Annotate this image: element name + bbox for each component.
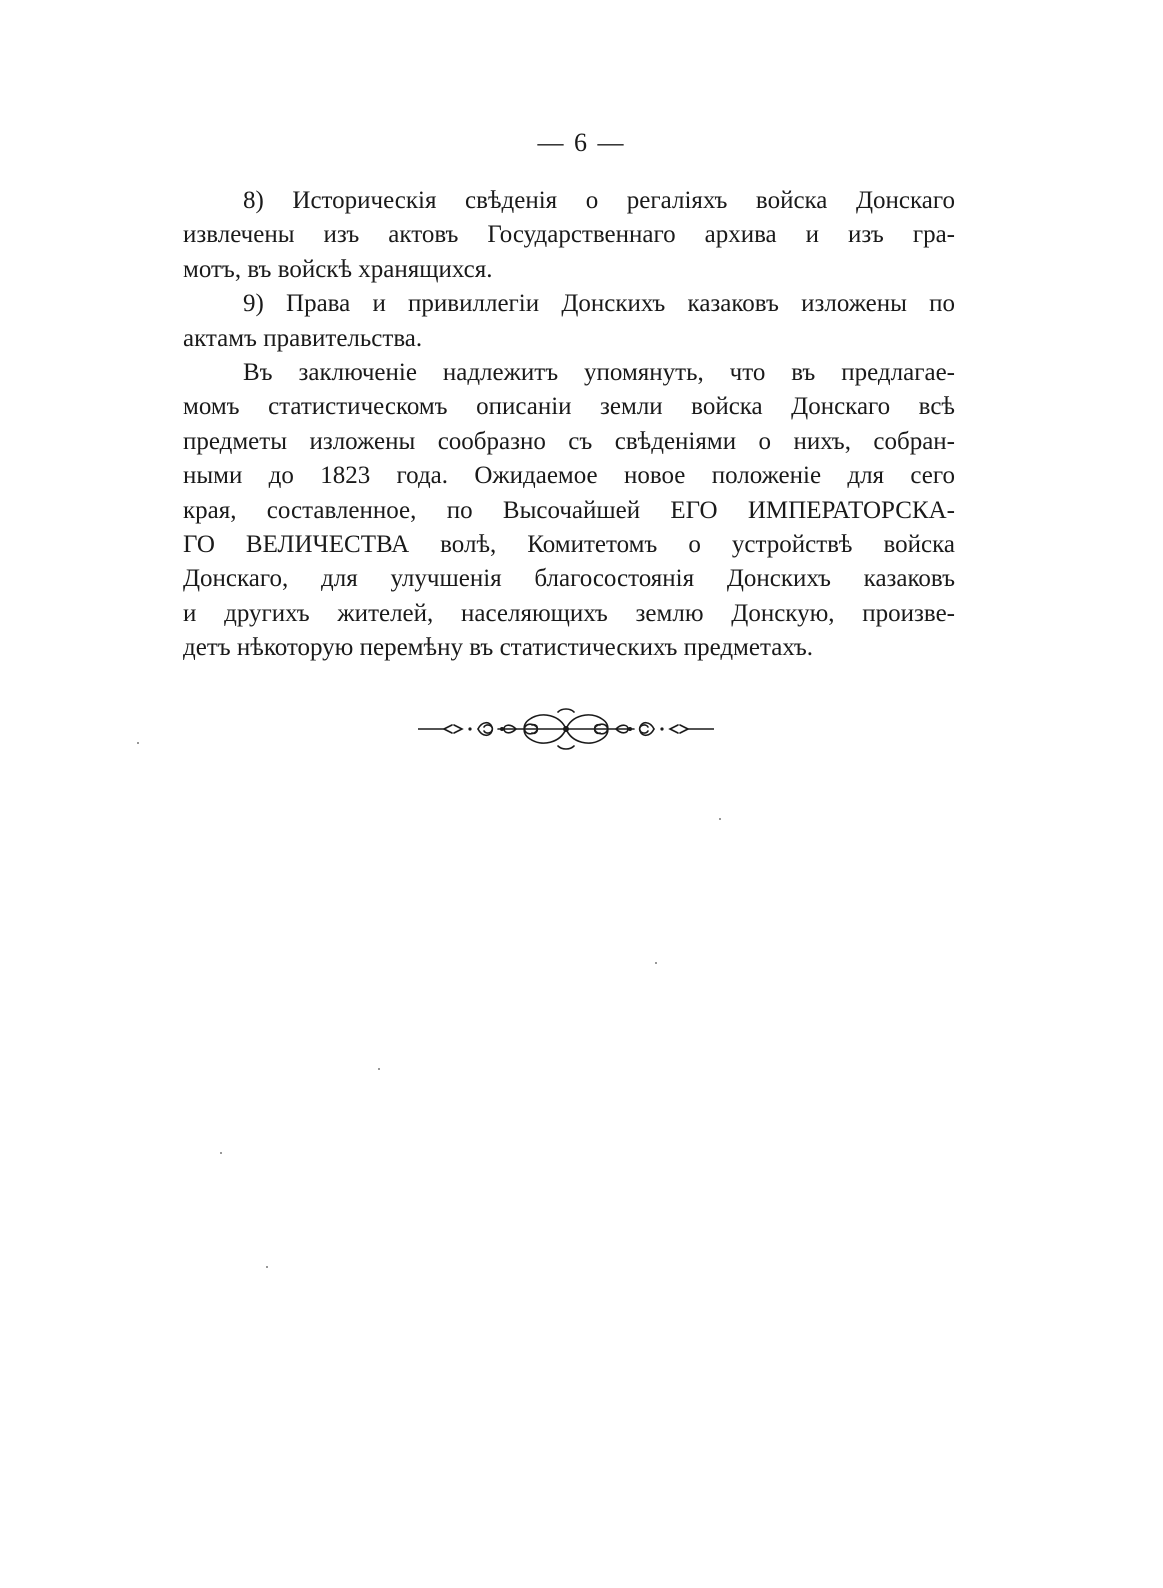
conclusion-line-1: Въ заключеніе надлежитъ упомянуть, что въ предлагае-: [243, 358, 955, 386]
page-speck: [220, 1152, 222, 1154]
page-speck: [266, 1266, 268, 1268]
paragraph-8-line-1: 8) Историческія свѣденія о регаліяхъ войска Донскаго: [243, 187, 955, 214]
conclusion-line-2: момъ статистическомъ описаніи земли войска Донскаго всѣ: [183, 393, 955, 421]
conclusion-line-6: ГО ВЕЛИЧЕСТВА волѣ, Комитетомъ о устройствѣ войска: [183, 530, 955, 558]
conclusion-line-9: детъ нѣкоторую перемѣну въ статистическихъ предметахъ.: [183, 634, 814, 662]
paragraph-9-line-1: 9) Права и привиллегіи Донскихъ казаковъ изложены по: [243, 290, 955, 318]
paragraph-8-line-2: извлечены изъ актовъ Государственнаго архива и изъ гра-: [183, 221, 955, 249]
page-speck: [655, 962, 657, 964]
page-speck: [719, 818, 721, 820]
page-speck: [378, 1068, 380, 1070]
paragraph-9-line-2: актамъ правительства.: [183, 324, 423, 352]
decorative-tailpiece-icon: [418, 706, 714, 752]
conclusion-line-3: предметы изложены сообразно съ свѣденіями о нихъ, собран-: [183, 427, 955, 455]
body-text: [183, 184, 955, 665]
conclusion-line-8: и другихъ жителей, населяющихъ землю Донскую, произве-: [183, 599, 955, 627]
paragraph-8-line-3: мотъ, въ войскѣ хранящихся.: [183, 255, 493, 283]
conclusion-line-4: ными до 1823 года. Ожидаемое новое положеніе для сего: [183, 462, 955, 490]
conclusion-line-5: края, составленное, по Высочайшей ЕГО ИМПЕРАТОРСКА-: [183, 496, 955, 524]
page-speck: [137, 742, 139, 744]
page-number: — 6 —: [537, 128, 626, 157]
conclusion-line-7: Донскаго, для улучшенія благосостоянія Донскихъ казаковъ: [183, 565, 955, 593]
